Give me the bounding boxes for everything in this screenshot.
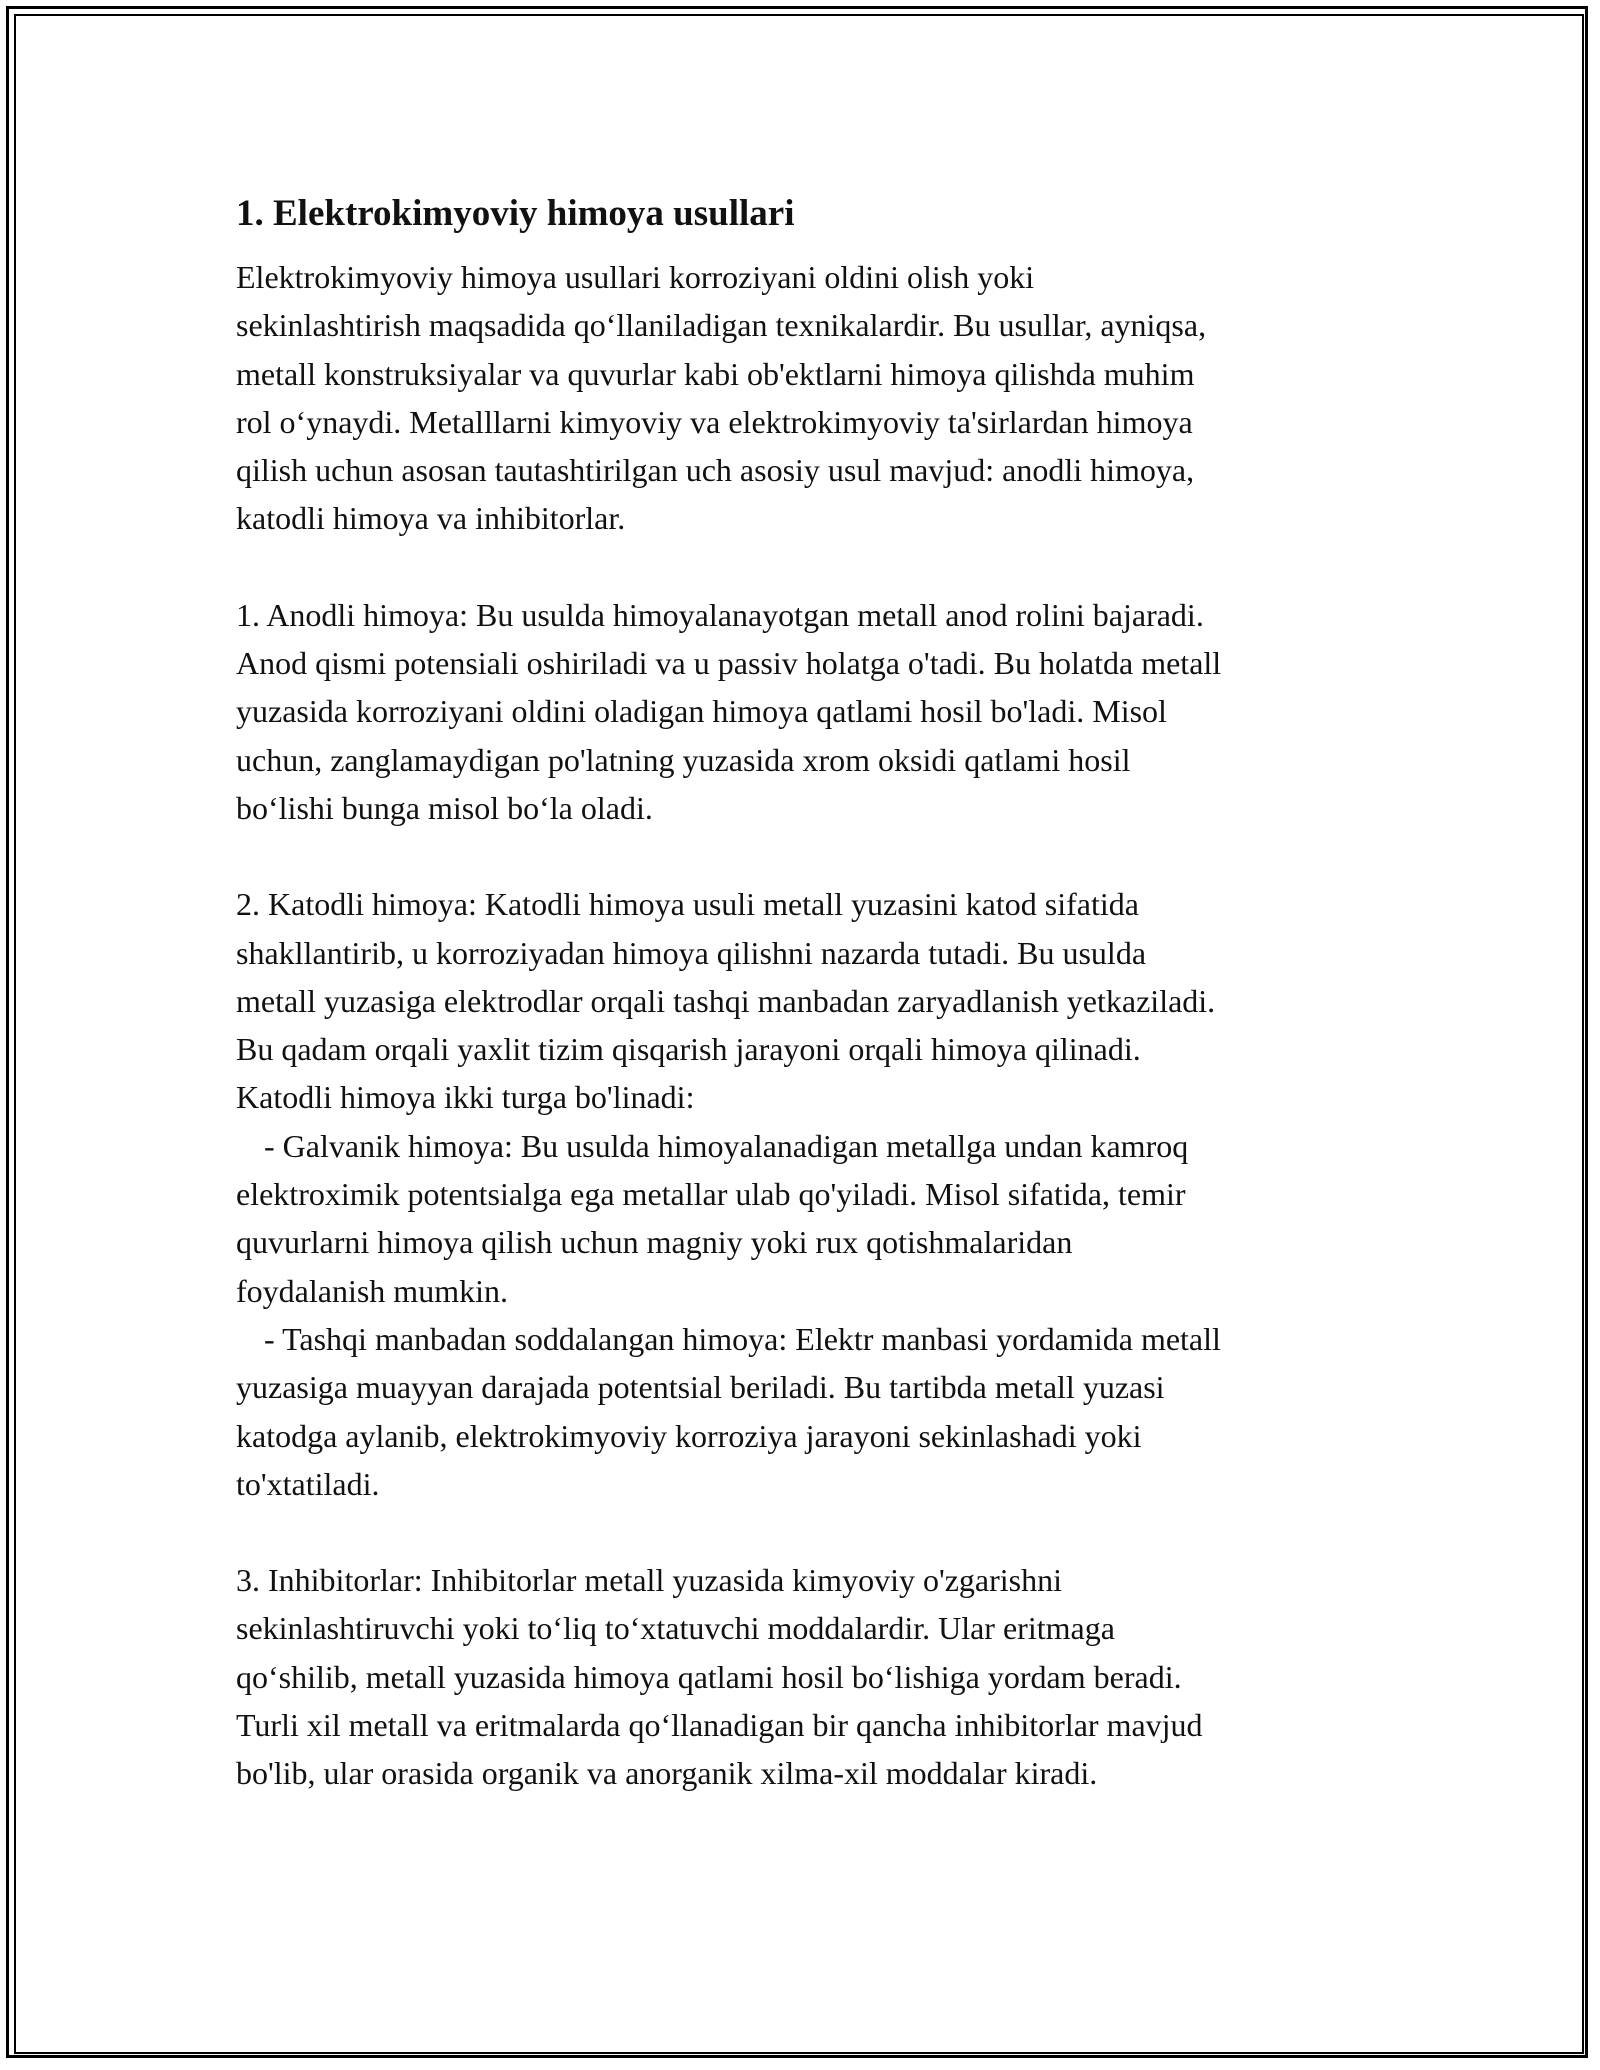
text-line: shakllantirib, u korroziyadan himoya qilishni nazarda tutadi. Bu usulda	[236, 934, 1147, 971]
text-line: katodga aylanib, elektrokimyoviy korroziya jarayoni sekinlashadi yoki	[236, 1417, 1142, 1454]
text-line: bo'lib, ular orasida organik va anorganik xilma-xil moddalar kiradi.	[236, 1755, 1098, 1792]
text-line: 3. Inhibitorlar: Inhibitorlar metall yuzasida kimyoviy o'zgarishni	[236, 1562, 1063, 1599]
text-line: bo‘lishi bunga misol bo‘la oladi.	[236, 789, 653, 826]
text-line: Turli xil metall va eritmalarda qo‘llanadigan bir qancha inhibitorlar mavjud	[236, 1707, 1203, 1744]
paragraph-gap	[236, 832, 1376, 880]
text-line: to'xtatiladi.	[236, 1465, 380, 1502]
text-line: Elektrokimyoviy himoya usullari korroziyani oldini olish yoki	[236, 259, 1035, 295]
text-line: uchun, zanglamaydigan po'latning yuzasida xrom oksidi qatlami hosil	[236, 741, 1131, 778]
text-line: rol o‘ynaydi. Metalllarni kimyoviy va elektrokimyoviy ta'sirlardan himoya	[236, 403, 1193, 440]
text-line: 2. Katodli himoya: Katodli himoya usuli metall yuzasini katod sifatida	[236, 886, 1139, 923]
text-line: foydalanish mumkin.	[236, 1272, 508, 1309]
text-line: qo‘shilib, metall yuzasida himoya qatlami hosil bo‘lishiga yordam beradi.	[236, 1658, 1182, 1695]
document-body	[236, 185, 1376, 1798]
text-line: Bu qadam orqali yaxlit tizim qisqarish jarayoni orqali himoya qilinadi.	[236, 1031, 1141, 1068]
paragraph-gap	[236, 1508, 1376, 1556]
external-source-item-first-line: - Tashqi manbadan soddalangan himoya: Elektr manbasi yordamida metall	[264, 1320, 1221, 1357]
text-line: qilish uchun asosan tautashtirilgan uch asosiy usul mavjud: anodli himoya,	[236, 452, 1195, 489]
text-line: sekinlashtirish maqsadida qo‘llaniladigan texnikalardir. Bu usullar, ayniqsa,	[236, 307, 1207, 344]
section-heading: 1. Elektrokimyoviy himoya usullari	[236, 193, 795, 234]
text-line: metall konstruksiyalar va quvurlar kabi ob'ektlarni himoya qilishda muhim	[236, 355, 1195, 392]
cathodic-protection-paragraph	[236, 880, 1376, 1508]
text-line: yuzasida korroziyani oldini oladigan himoya qatlami hosil bo'ladi. Misol	[236, 693, 1167, 730]
paragraph-gap	[236, 543, 1376, 591]
intro-paragraph	[236, 253, 1376, 543]
text-line: elektroximik potentsialga ega metallar ulab qo'yiladi. Misol sifatida, temir	[236, 1176, 1186, 1213]
galvanic-item-first-line: - Galvanik himoya: Bu usulda himoyalanadigan metallga undan kamroq	[264, 1127, 1189, 1164]
text-line: yuzasiga muayyan darajada potentsial beriladi. Bu tartibda metall yuzasi	[236, 1369, 1165, 1406]
text-line: katodli himoya va inhibitorlar.	[236, 500, 626, 537]
text-line: metall yuzasiga elektrodlar orqali tashqi manbadan zaryadlanish yetkaziladi.	[236, 982, 1216, 1019]
text-line: sekinlashtiruvchi yoki to‘liq to‘xtatuvchi moddalardir. Ular eritmaga	[236, 1610, 1115, 1647]
text-line: quvurlarni himoya qilish uchun magniy yoki rux qotishmalaridan	[236, 1224, 1073, 1261]
text-line: Anod qismi potensiali oshiriladi va u passiv holatga o'tadi. Bu holatda metall	[236, 645, 1222, 682]
text-line: Katodli himoya ikki turga bo'linadi:	[236, 1079, 695, 1116]
inhibitors-paragraph	[236, 1556, 1376, 1797]
text-line: 1. Anodli himoya: Bu usulda himoyalanayotgan metall anod rolini bajaradi.	[236, 596, 1204, 633]
anodic-protection-paragraph	[236, 591, 1376, 832]
